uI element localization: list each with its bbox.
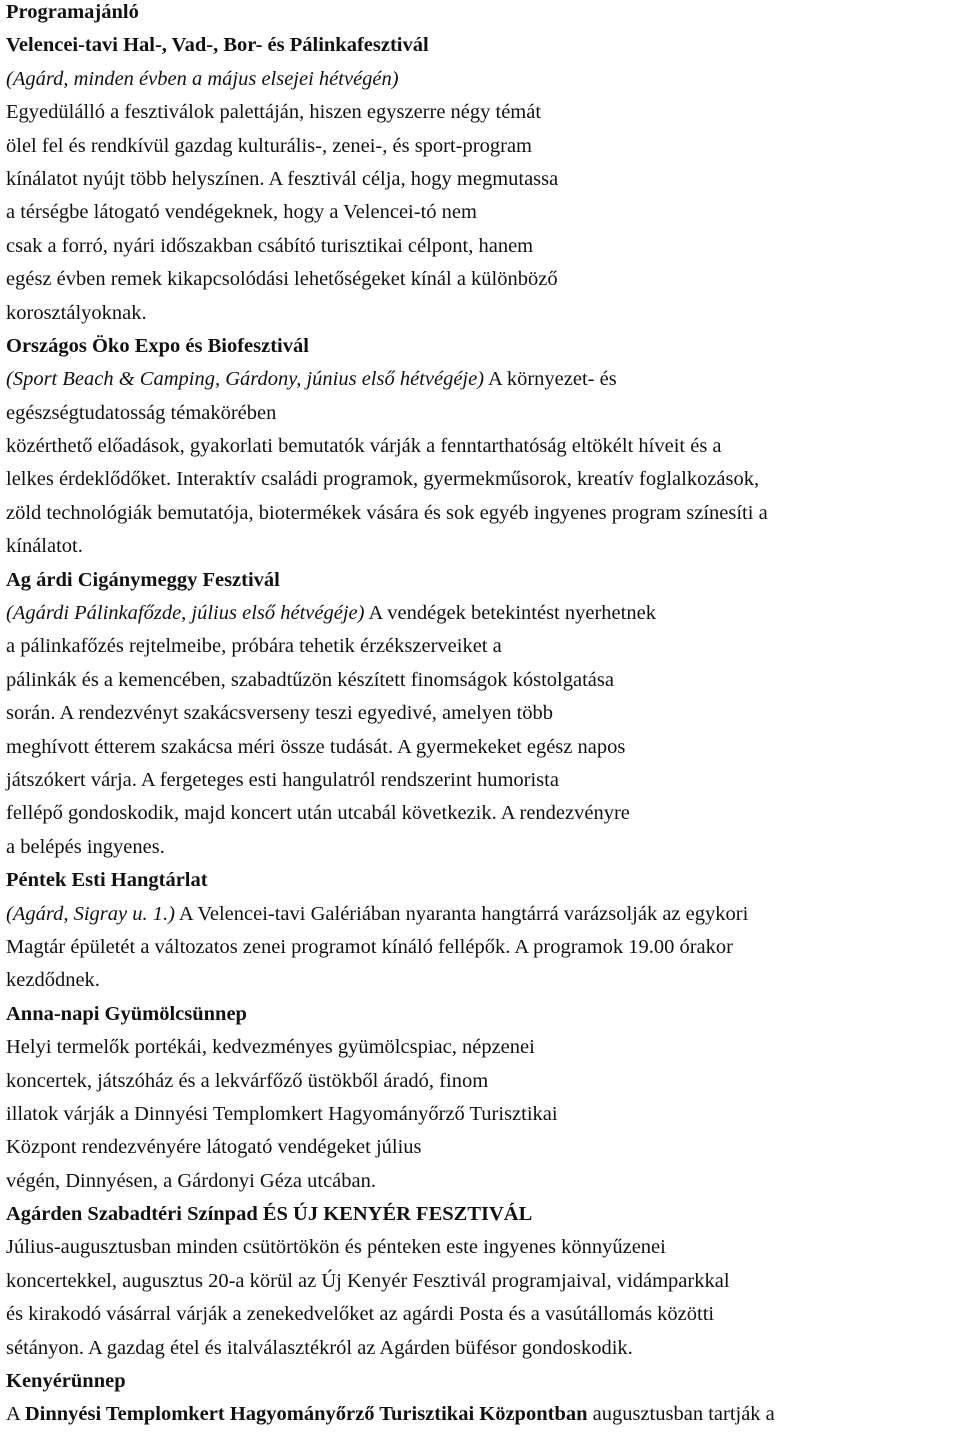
text-segment: egész évben remek kikapcsolódási lehetőségeket kínál a különböző	[6, 268, 558, 291]
text-line	[6, 1031, 960, 1064]
text-line	[6, 196, 960, 229]
text-line	[6, 731, 960, 764]
bold-text: Kenyérünnep	[6, 1370, 126, 1393]
text-line	[6, 1231, 960, 1264]
text-line	[6, 230, 960, 263]
text-line	[6, 1098, 960, 1131]
bold-text: Agárden Szabadtéri Színpad ÉS ÚJ KENYÉR FESZTIVÁL	[6, 1203, 533, 1226]
text-segment: fellépő gondoskodik, majd koncert után utcabál következik. A rendezvényre	[6, 802, 630, 825]
text-segment: ölel fel és rendkívül gazdag kulturális-, zenei-, és sport-program	[6, 134, 532, 157]
italic-text: (Agárdi Pálinkafőzde, július első hétvégéje)	[6, 602, 365, 625]
text-line	[6, 1265, 960, 1298]
text-line	[6, 330, 960, 363]
text-segment: egészségtudatosság témakörében	[6, 401, 277, 424]
text-segment: Magtár épületét a változatos zenei programot kínáló fellépők. A programok 19.00 órakor	[6, 935, 733, 958]
text-line	[6, 597, 960, 630]
text-line	[6, 998, 960, 1031]
text-segment: augusztusban tartják a	[587, 1403, 775, 1426]
text-segment: pálinkák és a kemencében, szabadtűzön készített finomságok kóstolgatása	[6, 668, 614, 691]
text-segment: kínálatot.	[6, 535, 83, 558]
text-segment: A környezet- és	[484, 368, 617, 391]
text-line	[6, 397, 960, 430]
text-segment: koncertek, játszóház és a lekvárfőző üstökből áradó, finom	[6, 1069, 489, 1092]
text-segment: során. A rendezvényt szakácsverseny teszi egyedivé, amelyen több	[6, 702, 554, 725]
text-segment: A Velencei-tavi Galériában nyaranta hangtárrá varázsolják az egykori	[174, 902, 749, 925]
text-line	[6, 764, 960, 797]
text-line	[6, 931, 960, 964]
text-segment: csak a forró, nyári időszakban csábító turisztikai célpont, hanem	[6, 234, 534, 257]
text-line	[6, 63, 960, 96]
text-segment: Helyi termelők portékái, kedvezményes gyümölcspiac, népzenei	[6, 1036, 535, 1059]
text-line	[6, 29, 960, 62]
text-line	[6, 797, 960, 830]
text-line	[6, 1398, 960, 1431]
text-line	[6, 697, 960, 730]
bold-text: Ag árdi Cigánymeggy Fesztivál	[6, 568, 280, 591]
text-line	[6, 1165, 960, 1198]
bold-text: Anna-napi Gyümölcsünnep	[6, 1002, 247, 1025]
text-segment: illatok várják a Dinnyési Templomkert Hagyományőrző Turisztikai	[6, 1102, 558, 1125]
text-segment: kezdődnek.	[6, 969, 100, 992]
text-segment: sétányon. A gazdag étel és italválasztékról az Agárden büfésor gondoskodik.	[6, 1336, 633, 1359]
bold-text: Programajánló	[6, 1, 139, 23]
text-segment: és kirakodó vásárral várják a zenekedvelőket az agárdi Posta és a vasútállomás közötti	[6, 1303, 715, 1326]
text-segment: zöld technológiák bemutatója, biotermékek vására és sok egyéb ingyenes program színesíti a	[6, 501, 768, 524]
italic-text: (Agárd, Sigray u. 1.)	[6, 902, 175, 925]
text-line	[6, 564, 960, 597]
text-segment: a belépés ingyenes.	[6, 835, 165, 858]
text-line	[6, 1332, 960, 1365]
text-segment: koncertekkel, augusztus 20-a körül az Új Kenyér Fesztivál programjaival, vidámparkkal	[6, 1269, 730, 1292]
text-line	[6, 263, 960, 296]
text-line	[6, 430, 960, 463]
text-line	[6, 630, 960, 663]
text-segment: A vendégek betekintést nyerhetnek	[364, 602, 656, 625]
text-line	[6, 297, 960, 330]
text-line	[6, 0, 960, 29]
text-segment: lelkes érdeklődőket. Interaktív családi programok, gyermekműsorok, kreatív foglalkozások,	[6, 468, 760, 491]
text-segment: korosztályoknak.	[6, 301, 147, 324]
italic-text: (Sport Beach & Camping, Gárdony, június első hétvégéje)	[6, 368, 485, 391]
text-line	[6, 130, 960, 163]
text-line	[6, 1131, 960, 1164]
text-line	[6, 1065, 960, 1098]
text-line	[6, 363, 960, 396]
bold-text: Országos Öko Expo és Biofesztivál	[6, 334, 309, 357]
text-line	[6, 1198, 960, 1231]
text-segment: A	[6, 1403, 25, 1426]
text-line	[6, 831, 960, 864]
text-segment: Július-augusztusban minden csütörtökön és pénteken este ingyenes könnyűzenei	[6, 1236, 666, 1259]
italic-text: (Agárd, minden évben a május elsejei hétvégén)	[6, 67, 399, 90]
text-line	[6, 664, 960, 697]
text-line	[6, 898, 960, 931]
bold-text: Velencei-tavi Hal-, Vad-, Bor- és Pálinkafesztivál	[6, 34, 429, 57]
text-segment: játszókert várja. A fergeteges esti hangulatról rendszerint humorista	[6, 768, 559, 791]
text-segment: a pálinkafőzés rejtelmeibe, próbára tehetik érzékszerveiket a	[6, 635, 502, 658]
text-segment: közérthető előadások, gyakorlati bemutatók várják a fenntarthatóság eltökélt híveit és a	[6, 435, 722, 458]
text-line	[6, 463, 960, 496]
text-segment: Központ rendezvényére látogató vendégeket július	[6, 1136, 422, 1159]
text-segment: a térségbe látogató vendégeknek, hogy a Velencei-tó nem	[6, 201, 477, 224]
text-segment: végén, Dinnyésen, a Gárdonyi Géza utcában.	[6, 1169, 376, 1192]
bold-text: Péntek Esti Hangtárlat	[6, 869, 208, 892]
text-segment: Egyedülálló a fesztiválok palettáján, hiszen egyszerre négy témát	[6, 101, 542, 124]
text-line	[6, 530, 960, 563]
text-line	[6, 864, 960, 897]
text-segment: kínálatot nyújt több helyszínen. A fesztivál célja, hogy megmutassa	[6, 167, 559, 190]
text-line	[6, 497, 960, 530]
text-line	[6, 1365, 960, 1398]
text-line	[6, 1298, 960, 1331]
text-line	[6, 163, 960, 196]
text-segment: meghívott étterem szakácsa méri össze tudását. A gyermekeket egész napos	[6, 735, 626, 758]
text-line	[6, 964, 960, 997]
bold-text: Dinnyési Templomkert Hagyományőrző Turisztikai Központban	[24, 1403, 588, 1426]
text-line	[6, 96, 960, 129]
